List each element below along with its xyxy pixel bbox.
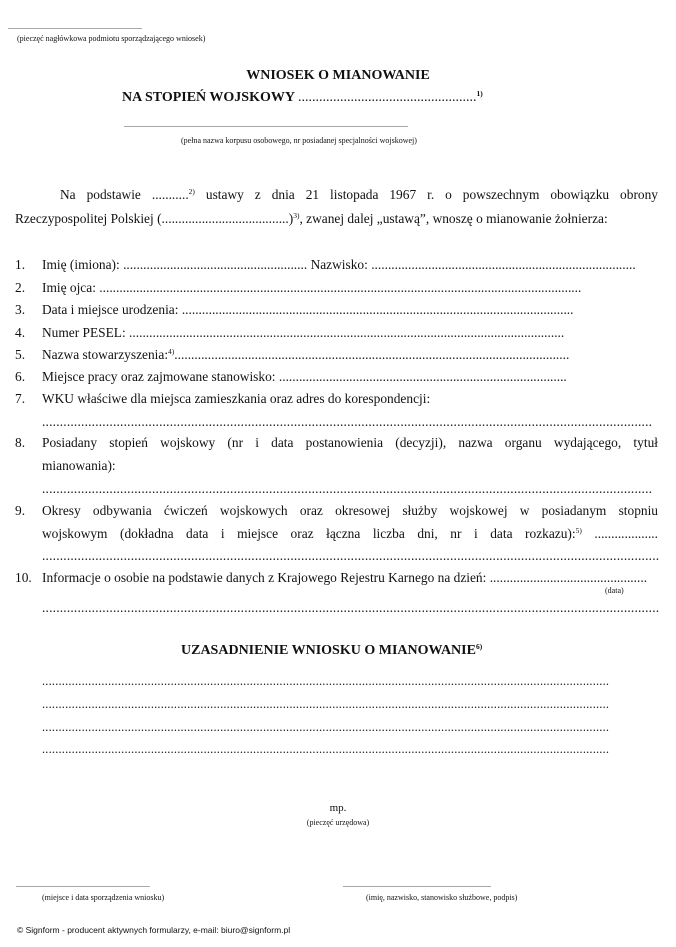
- workplace-label: Miejsce pracy oraz zajmowane stanowisko:: [42, 369, 276, 384]
- pesel-field[interactable]: ..................................................................................................................................: [129, 325, 565, 340]
- criminal-record-field[interactable]: ..............................................................................................................................................................................: [42, 600, 660, 615]
- item-number: 5.: [15, 347, 26, 362]
- first-name-field[interactable]: .......................................................: [123, 257, 308, 272]
- birth-label: Data i miejsce urodzenia:: [42, 302, 179, 317]
- item-number: 10.: [15, 570, 32, 585]
- intro-text-d: , zwanej dalej „ustawą”, wnoszę o mianowanie żołnierza:: [299, 211, 608, 226]
- justification-line[interactable]: ............................................................................................................................................................................: [42, 697, 610, 711]
- title-rank-label: NA STOPIEŃ WOJSKOWY: [122, 90, 295, 105]
- exercises-field-a[interactable]: ...................: [594, 526, 658, 541]
- item-number: 8.: [15, 435, 26, 450]
- justification-line[interactable]: ............................................................................................................................................................................: [42, 720, 610, 734]
- item-number: 1.: [15, 257, 26, 272]
- wku-field[interactable]: ............................................................................................................................................................................: [42, 414, 653, 429]
- mp-label: mp.: [329, 802, 347, 814]
- item-father-name: [42, 280, 581, 296]
- justification-heading: UZASADNIENIE WNIOSKU O MIANOWANIE$^{6)}$: [181, 642, 483, 658]
- item-number: 3.: [15, 302, 26, 317]
- criminal-record-label: Informacje o osobie na podstawie danych z Krajowego Rejestru Karnego na dzień:: [42, 570, 487, 585]
- criminal-record-date-field[interactable]: ...............................................: [489, 570, 648, 585]
- intro-line1: [60, 187, 658, 203]
- corps-field[interactable]: ..............................................................................................................................................: [124, 120, 408, 129]
- workplace-field[interactable]: ......................................................................................: [278, 369, 567, 384]
- father-name-label: Imię ojca:: [42, 280, 96, 295]
- item-number: 9.: [15, 503, 26, 518]
- last-name-label: Nazwisko:: [310, 257, 368, 272]
- item-first-name: [42, 257, 636, 273]
- rank-field[interactable]: ...................................................: [297, 90, 477, 105]
- law-number-field[interactable]: ...........$^{2)}$: [151, 187, 195, 202]
- stamp-dots[interactable]: ...................................................................: [8, 22, 142, 31]
- item-workplace: [42, 369, 567, 385]
- stamp-label: (pieczęć nagłówkowa podmiotu sporządzającego wniosek): [17, 34, 206, 43]
- intro-line2: Rzeczypospolitej Polskiej (......................................)$^{3)}$, zwanej dalej „ustawą”, wnoszę o mianowanie żołnierza:: [15, 211, 608, 226]
- intro-text-a: Na podstawie: [60, 187, 141, 202]
- father-name-field[interactable]: ................................................................................................................................................: [99, 280, 582, 295]
- intro-text-c: Rzeczypospolitej Polskiej (: [15, 211, 162, 226]
- place-date-label: (miejsce i data sporządzenia wniosku): [42, 893, 165, 902]
- signature-field[interactable]: ..........................................................................: [343, 880, 491, 889]
- criminal-record: [42, 570, 647, 586]
- association-label: Nazwa stowarzyszenia:: [42, 347, 169, 362]
- intro-text-b: ustawy z dnia 21 listopada 1967 r. o powszechnym obowiązku obrony: [205, 187, 658, 202]
- item-pesel: [42, 325, 564, 341]
- footnote-1: 1): [476, 89, 483, 98]
- exercises-label-cont: wojskowym (dokładna data i miejsce oraz łączna liczba dni, nr i data rozkazu):$^{5)}$ ...................: [42, 526, 658, 541]
- rank-held-label: Posiadany stopień wojskowy (nr i data postanowienia (decyzji), nazwa organu wydającego, tytuł: [42, 435, 658, 450]
- item-number: 2.: [15, 280, 26, 295]
- rank-held-label-cont: mianowania):: [42, 458, 116, 473]
- last-name-field[interactable]: ...............................................................................: [371, 257, 636, 272]
- item-birth: [42, 302, 574, 318]
- item-number: 7.: [15, 391, 26, 406]
- first-name-label: Imię (imiona):: [42, 257, 120, 272]
- rank-held-field[interactable]: ............................................................................................................................................................................: [42, 481, 653, 496]
- item-number: 6.: [15, 369, 26, 384]
- item-association: Nazwa stowarzyszenia:$^{4)}$......................................................................................................................: [42, 347, 570, 362]
- exercises-field[interactable]: ..............................................................................................................................................................................: [42, 548, 660, 563]
- item-number: 4.: [15, 325, 26, 340]
- title-line2: [122, 90, 483, 106]
- date-hint: (data): [605, 586, 624, 595]
- corps-label: (pełna nazwa korpusu osobowego, nr posiadanej specjalności wojskowej): [181, 136, 417, 145]
- title-line1: WNIOSEK O MIANOWANIE: [246, 68, 430, 83]
- birth-field[interactable]: .....................................................................................................................: [181, 302, 574, 317]
- pesel-label: Numer PESEL:: [42, 325, 126, 340]
- item-wku-label: WKU właściwe dla miejsca zamieszkania oraz adres do korespondencji:: [42, 391, 431, 406]
- association-field[interactable]: ......................................................................................................................: [174, 347, 570, 362]
- law-journal-field[interactable]: ......................................: [161, 211, 289, 226]
- exercises-label: Okresy odbywania ćwiczeń wojskowych oraz okresowej służby wojskowej w posiadanym stopniu: [42, 503, 658, 518]
- official-stamp-label: (pieczęć urzędowa): [306, 818, 370, 827]
- signature-label: (imię, nazwisko, stanowisko służbowe, podpis): [366, 893, 518, 902]
- justification-line[interactable]: ............................................................................................................................................................................: [42, 742, 610, 756]
- footer-text: © Signform - producent aktywnych formularzy, e-mail: biuro@signform.pl: [17, 925, 291, 935]
- place-date-field[interactable]: ...................................................................: [16, 880, 150, 889]
- justification-line[interactable]: ............................................................................................................................................................................: [42, 674, 610, 688]
